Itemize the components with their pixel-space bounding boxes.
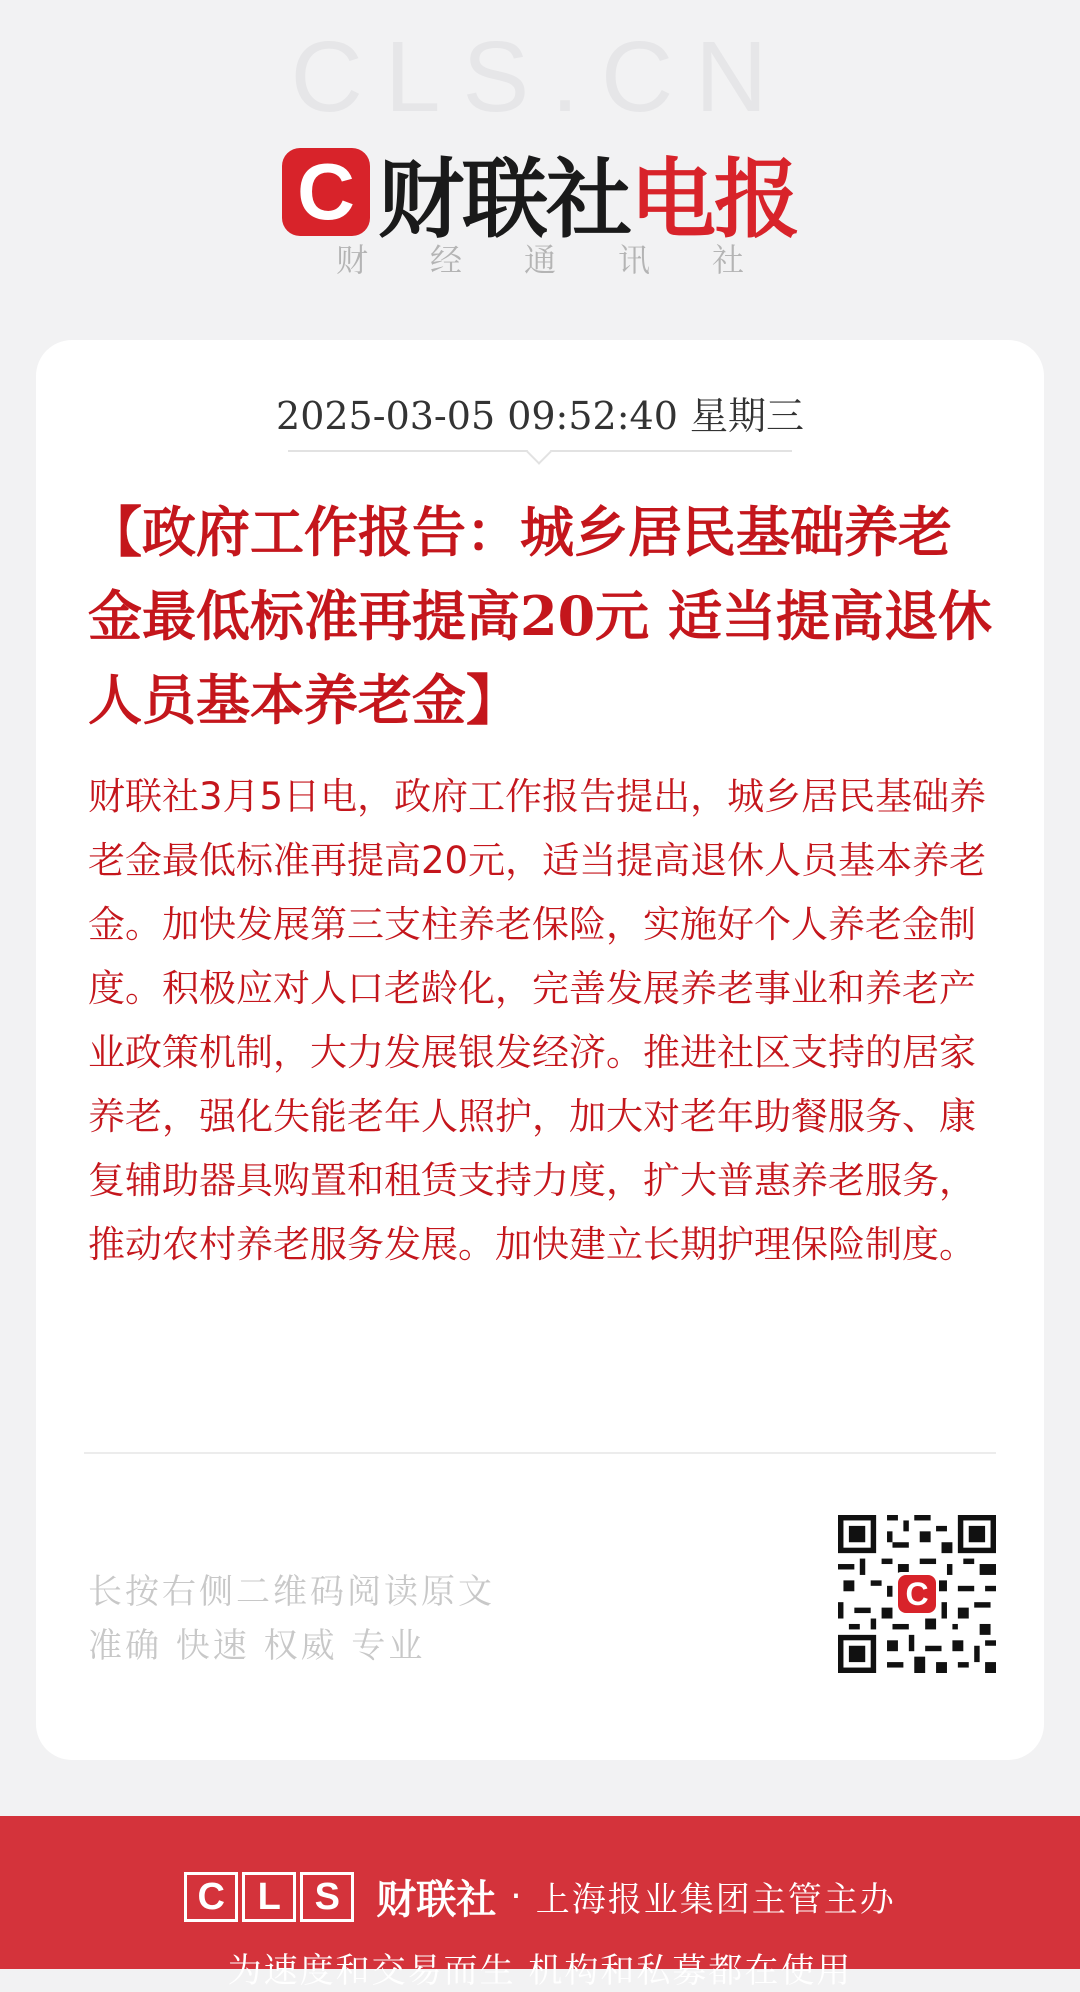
cls-wordmark-icon: C L S [184, 1872, 358, 1922]
bottom-banner [0, 1816, 1080, 1991]
footer-hint [88, 1565, 495, 1673]
article-datetime: 2025-03-05 09:52:40 星期三 [276, 394, 804, 438]
footer-divider [84, 1452, 996, 1454]
bottom-slogan: 为速度和交易而生 机构和私募都在使用 [227, 1951, 853, 1991]
cls-logo-icon: C [282, 148, 370, 236]
article-headline: 【政府工作报告：城乡居民基础养老金最低标准再提高20元 适当提高退休人员基本养老金】 [88, 500, 992, 732]
qr-code[interactable] [838, 1515, 996, 1673]
bottom-separator: · [510, 1876, 522, 1917]
qr-hint-text: 长按右侧二维码阅读原文 [88, 1572, 495, 1612]
article-body: 财联社3月5日电，政府工作报告提出，城乡居民基础养老金最低标准再提高20元，适当提高退休人员基本养老金。加快发展第三支柱养老保险，实施好个人养老金制度。积极应对人口老龄化，完善发展养老事业和养老产业政策机制，大力发展银发经济。推进社区支持的居家养老，强化失能老年人照护，加大对老年助餐服务、康复辅助器具购置和租赁支持力度，扩大普惠养老服务，推动农村养老服务发展。加快建立长期护理保险制度。 [88, 775, 987, 1266]
qr-logo-icon: C [895, 1572, 939, 1616]
slogan-text: 准确 快速 权威 专业 [88, 1626, 426, 1666]
watermark-text: CLS.CN [290, 21, 790, 133]
bottom-brand-name: 财联社 [376, 1877, 497, 1923]
bottom-description: 上海报业集团主管主办 [535, 1880, 896, 1920]
brand-tagline: 财经通讯社 [335, 241, 806, 279]
brand-name: 财联社 [378, 150, 630, 250]
brand-name-highlight: 电报 [630, 150, 798, 250]
